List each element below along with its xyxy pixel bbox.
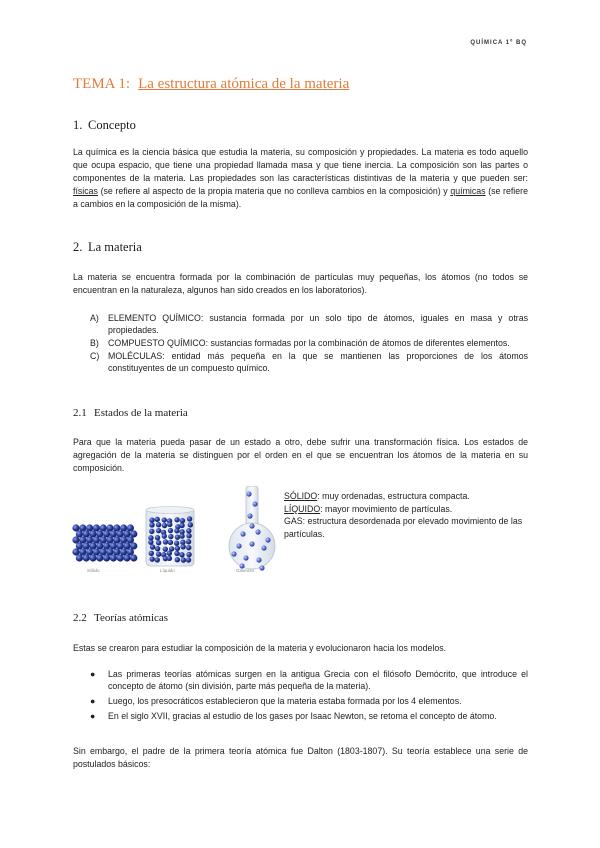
section-1-number: 1. — [73, 118, 83, 132]
particle — [110, 554, 117, 561]
particle — [163, 546, 168, 551]
particle — [148, 539, 153, 544]
particle — [167, 551, 172, 556]
particle — [168, 534, 173, 539]
quimicas-term: químicas — [450, 186, 486, 196]
section-1-paragraph — [73, 146, 528, 211]
section-2-heading — [73, 240, 142, 255]
particle — [255, 529, 260, 534]
particle — [240, 531, 245, 536]
state-liquid — [284, 503, 529, 516]
solid-particles — [72, 524, 137, 561]
particle — [155, 546, 160, 551]
section-1-text-c: (se refiere a cambios en la composición de la misma). — [73, 186, 528, 209]
bullet-icon: ● — [90, 711, 96, 721]
bullet-icon: ● — [90, 696, 96, 706]
particle — [175, 534, 180, 539]
particle — [174, 541, 179, 546]
liquid-text: : mayor movimiento de partículas. — [320, 503, 453, 514]
particle — [174, 528, 179, 533]
particle — [167, 556, 172, 561]
particle — [155, 535, 160, 540]
particle — [162, 517, 167, 522]
particle — [249, 541, 254, 546]
particle — [96, 554, 103, 561]
particle — [149, 522, 154, 527]
particle — [162, 533, 167, 538]
particle — [186, 539, 191, 544]
gas-flask — [229, 486, 275, 571]
section-2-2-intro: Estas se crearon para estudiar la composición de la materia y evolucionaron hacia los modelos. — [73, 643, 447, 653]
particle — [103, 554, 110, 561]
list-item — [90, 668, 528, 692]
particle — [186, 528, 191, 533]
particle — [249, 523, 254, 528]
particle — [188, 522, 193, 527]
particle — [259, 565, 264, 570]
list-item — [90, 350, 528, 374]
list-item — [90, 695, 528, 707]
particle — [187, 516, 192, 521]
title-text[interactable]: La estructura atómica de la materia — [138, 76, 350, 92]
section-1-text-a: La química es la ciencia básica que estudia la materia, su composición y propiedades. La materia es todo aquello que ocupa espacio, que tiene una propiedad llamada masa y que tiene inercia. La composición son las partes o componentes de la materia. Las propiedades son las características distintivas de la materia y que pueden ser: — [73, 147, 528, 183]
list-item-text: ELEMENTO QUÍMICO: sustancia formada por un solo tipo de átomos, iguales en masa y otras propiedades. — [108, 313, 528, 335]
particle — [261, 545, 266, 550]
solid-label: SÓLIDO — [284, 491, 318, 501]
particle — [156, 522, 161, 527]
liquid-beaker — [146, 507, 194, 567]
fisicas-term: físicas — [73, 186, 98, 196]
list-marker: A) — [90, 313, 99, 323]
particle — [174, 517, 179, 522]
list-item — [90, 710, 528, 722]
doc-title — [73, 76, 349, 93]
particle — [179, 523, 184, 528]
particle — [167, 522, 172, 527]
section-2-2-title: Teorías atómicas — [94, 612, 169, 624]
title-prefix: TEMA 1: — [73, 76, 131, 92]
particle — [186, 533, 191, 538]
states-illustration — [68, 486, 276, 576]
section-2-1-intro: Para que la materia pueda pasar de un estado a otro, debe sufrir una transformación física. Los estados de agregación de la materia se distinguen por el orden en el que se encuentran los átomos de la materia en su composición. — [73, 437, 528, 473]
section-2-title: La materia — [88, 240, 142, 254]
particle — [163, 539, 168, 544]
section-1-heading — [73, 118, 136, 133]
particle — [130, 554, 137, 561]
particle — [180, 544, 185, 549]
particle — [156, 528, 161, 533]
list-item-text: Luego, los presocráticos establecieron que la materia estaba formada por los 4 elementos. — [108, 696, 462, 706]
caption-solid: Sólido — [87, 568, 100, 573]
section-2-2-heading — [73, 612, 168, 624]
list-item-text: Las primeras teorías atómicas surgen en la antigua Grecia con el filósofo Demócrito, que introduce el concepto de átomo (sin división, parte más pequeña de la materia). — [108, 669, 528, 691]
caption-liquid: Líquido — [160, 568, 175, 573]
section-2-2-number: 2.2 — [73, 612, 87, 624]
list-marker: C) — [90, 351, 100, 361]
particle — [168, 540, 173, 545]
particle — [174, 551, 179, 556]
section-2-2-outro: Sin embargo, el padre de la primera teoría atómica fue Dalton (1803-1807). Su teoría establece una serie de postulados básicos: — [73, 746, 528, 769]
particle — [175, 557, 180, 562]
states-description — [284, 490, 529, 540]
particle — [175, 546, 180, 551]
particle — [149, 551, 154, 556]
particle — [231, 551, 236, 556]
list-item — [90, 337, 528, 349]
particle — [179, 552, 184, 557]
particle — [252, 501, 257, 506]
particle — [156, 540, 161, 545]
solid-text: : muy ordenadas, estructura compacta. — [317, 491, 470, 501]
states-of-matter-figure — [68, 486, 276, 576]
section-2-1-number: 2.1 — [73, 407, 87, 419]
section-2-1-heading — [73, 407, 188, 419]
particle — [179, 533, 184, 538]
list-marker: B) — [90, 338, 99, 348]
particle — [155, 557, 160, 562]
state-gas: GAS: estructura desordenada por elevado movimiento de las partículas. — [284, 516, 523, 539]
particle — [149, 529, 154, 534]
section-2-number: 2. — [73, 240, 83, 254]
particle — [186, 545, 191, 550]
state-solid — [284, 490, 529, 503]
particle — [181, 557, 186, 562]
atomic-theories-list — [90, 668, 528, 725]
particle — [186, 552, 191, 557]
particle — [243, 555, 248, 560]
particle — [156, 551, 161, 556]
particle — [236, 543, 241, 548]
caption-gas: Gaseoso — [236, 568, 255, 573]
bullet-icon: ● — [90, 669, 96, 679]
section-2-intro: La materia se encuentra formada por la combinación de partículas muy pequeñas, los átomos (no todos se encuentran en la naturaleza, algunos han sido creados en los laboratorios). — [73, 272, 528, 295]
particle — [180, 518, 185, 523]
matter-types-list — [90, 312, 528, 375]
particle — [150, 556, 155, 561]
list-item-text: COMPUESTO QUÍMICO: sustancias formadas por la combinación de átomos de diferentes elementos. — [108, 338, 510, 348]
particle — [76, 554, 83, 561]
section-2-1-title: Estados de la materia — [94, 407, 188, 419]
particle — [155, 517, 160, 522]
section-1-title: Concepto — [88, 118, 136, 132]
particle — [89, 554, 96, 561]
particle — [150, 544, 155, 549]
header-label: QUÍMICA 1º BQ — [470, 40, 527, 46]
particle — [246, 491, 251, 496]
particle — [247, 513, 252, 518]
particle — [149, 517, 154, 522]
list-item — [90, 312, 528, 336]
list-item-text: MOLÉCULAS: entidad más pequeña en la que se mantienen las proporciones de los átomos constituyentes de un compuesto químico. — [108, 351, 528, 373]
particle — [83, 554, 90, 561]
particle — [265, 537, 270, 542]
section-1-text-b: (se refiere al aspecto de la propia materia que no conlleva cambios en la composición) y — [100, 186, 448, 196]
particle — [256, 557, 261, 562]
particle — [168, 528, 173, 533]
liquid-label: LÍQUIDO — [284, 503, 321, 514]
particle — [162, 523, 167, 528]
particle — [117, 554, 124, 561]
list-item-text: En el siglo XVII, gracias al estudio de los gases por Isaac Newton, se retoma el concepto de átomo. — [108, 711, 497, 721]
particle — [186, 557, 191, 562]
particle — [123, 554, 130, 561]
